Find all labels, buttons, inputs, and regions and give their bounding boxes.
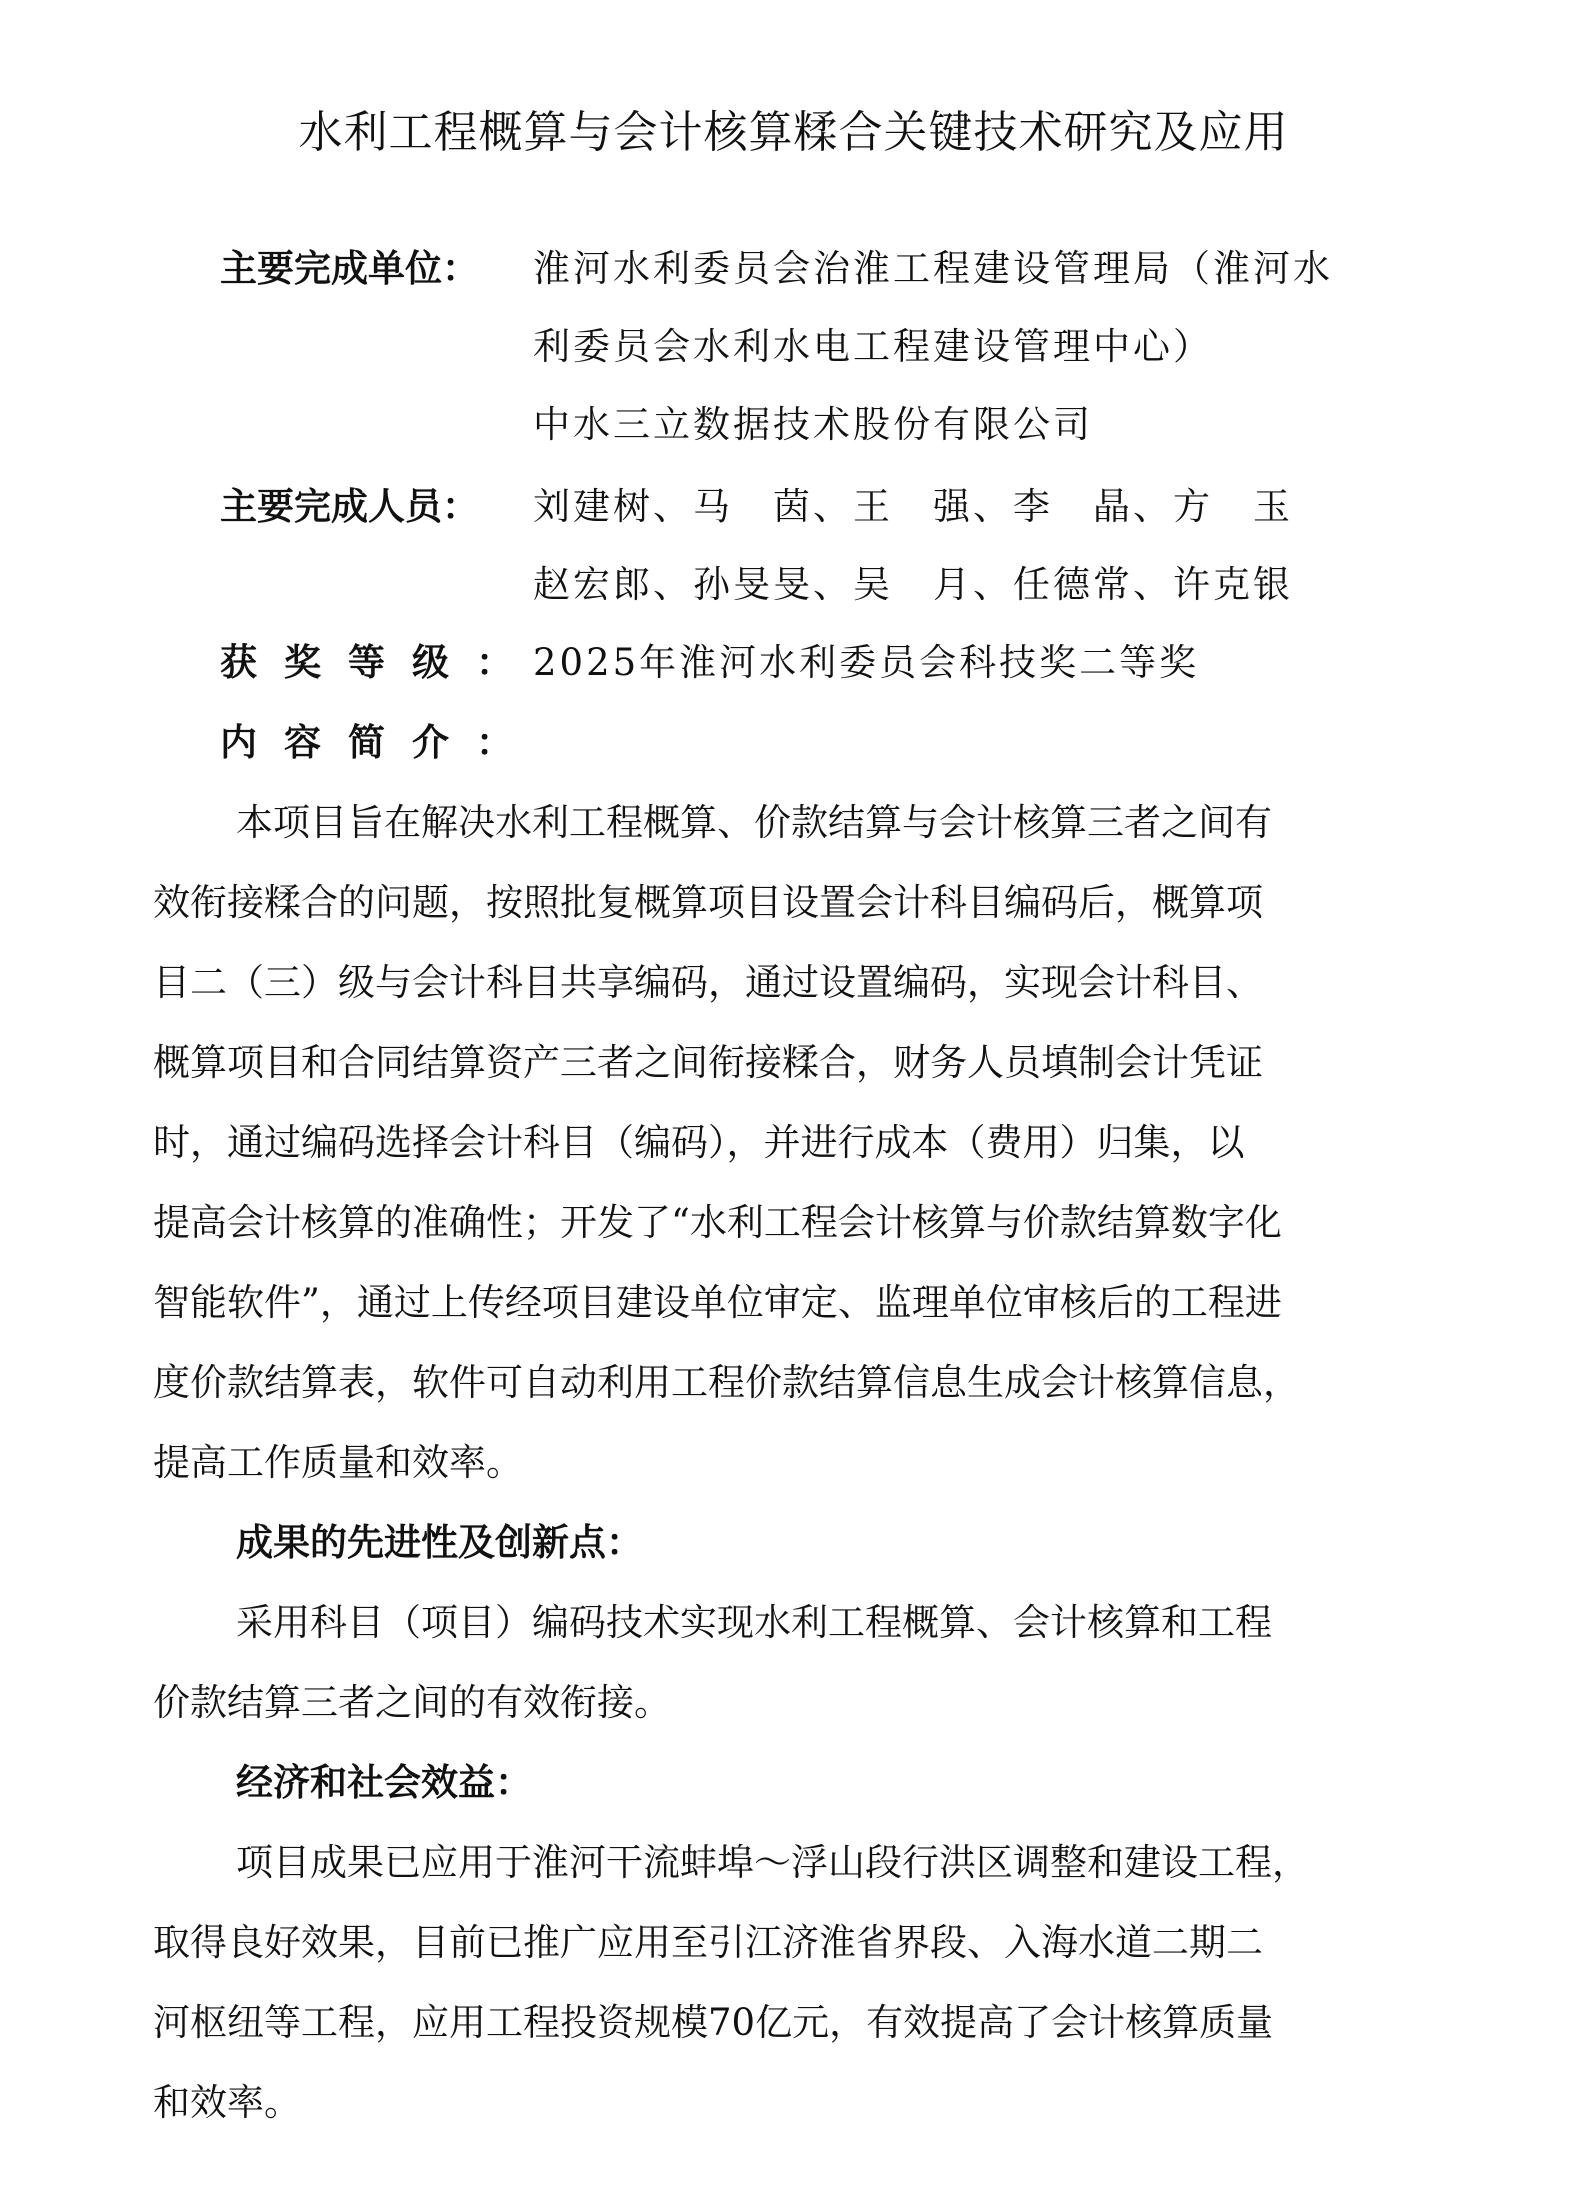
persons-line: 刘建树、马 茵、王 强、李 晶、方 玉	[533, 485, 1293, 528]
intro-line: 目二（三）级与会计科目共享编码，通过设置编码，实现会计科目、	[153, 961, 1263, 1004]
units-label: 主要完成单位：	[220, 247, 479, 290]
intro-line: 度价款结算表，软件可自动利用工程价款结算信息生成会计核算信息，	[153, 1361, 1300, 1404]
innovation-line: 采用科目（项目）编码技术实现水利工程概算、会计核算和工程	[236, 1601, 1272, 1644]
intro-line: 提高会计核算的准确性；开发了“水利工程会计核算与价款结算数字化	[153, 1201, 1282, 1244]
intro-line: 效衔接糅合的问题，按照批复概算项目设置会计科目编码后，概算项	[153, 881, 1263, 924]
persons-label: 主要完成人员：	[220, 485, 479, 528]
benefit-line: 河枢纽等工程，应用工程投资规模70亿元，有效提高了会计核算质量	[153, 2001, 1274, 2044]
benefit-heading: 经济和社会效益：	[236, 1761, 532, 1804]
intro-line: 提高工作质量和效率。	[153, 1441, 523, 1484]
units-line: 淮河水利委员会治淮工程建设管理局（淮河水	[533, 247, 1333, 290]
award-label: 获奖等级：	[220, 641, 540, 684]
units-line: 中水三立数据技术股份有限公司	[533, 403, 1093, 446]
innovation-heading: 成果的先进性及创新点：	[236, 1521, 643, 1564]
intro-line: 智能软件”，通过上传经项目建设单位审定、监理单位审核后的工程进	[153, 1281, 1282, 1324]
persons-line: 赵宏郎、孙旻旻、吴 月、任德常、许克银	[533, 563, 1293, 606]
benefit-line: 和效率。	[153, 2081, 301, 2124]
units-line: 利委员会水利水电工程建设管理中心）	[533, 325, 1213, 368]
intro-line: 本项目旨在解决水利工程概算、价款结算与会计核算三者之间有	[236, 801, 1272, 844]
benefit-line: 取得良好效果，目前已推广应用至引江济淮省界段、入海水道二期二	[153, 1921, 1263, 1964]
document-title: 水利工程概算与会计核算糅合关键技术研究及应用	[298, 107, 1289, 158]
intro-line: 时，通过编码选择会计科目（编码），并进行成本（费用）归集，以	[153, 1121, 1245, 1164]
intro-line: 概算项目和合同结算资产三者之间衔接糅合，财务人员填制会计凭证	[153, 1041, 1263, 1084]
benefit-line: 项目成果已应用于淮河干流蚌埠～浮山段行洪区调整和建设工程，	[236, 1841, 1309, 1884]
intro-label: 内容简介：	[220, 721, 540, 764]
award-value: 2025年淮河水利委员会科技奖二等奖	[533, 641, 1200, 684]
innovation-line: 价款结算三者之间的有效衔接。	[153, 1681, 671, 1724]
